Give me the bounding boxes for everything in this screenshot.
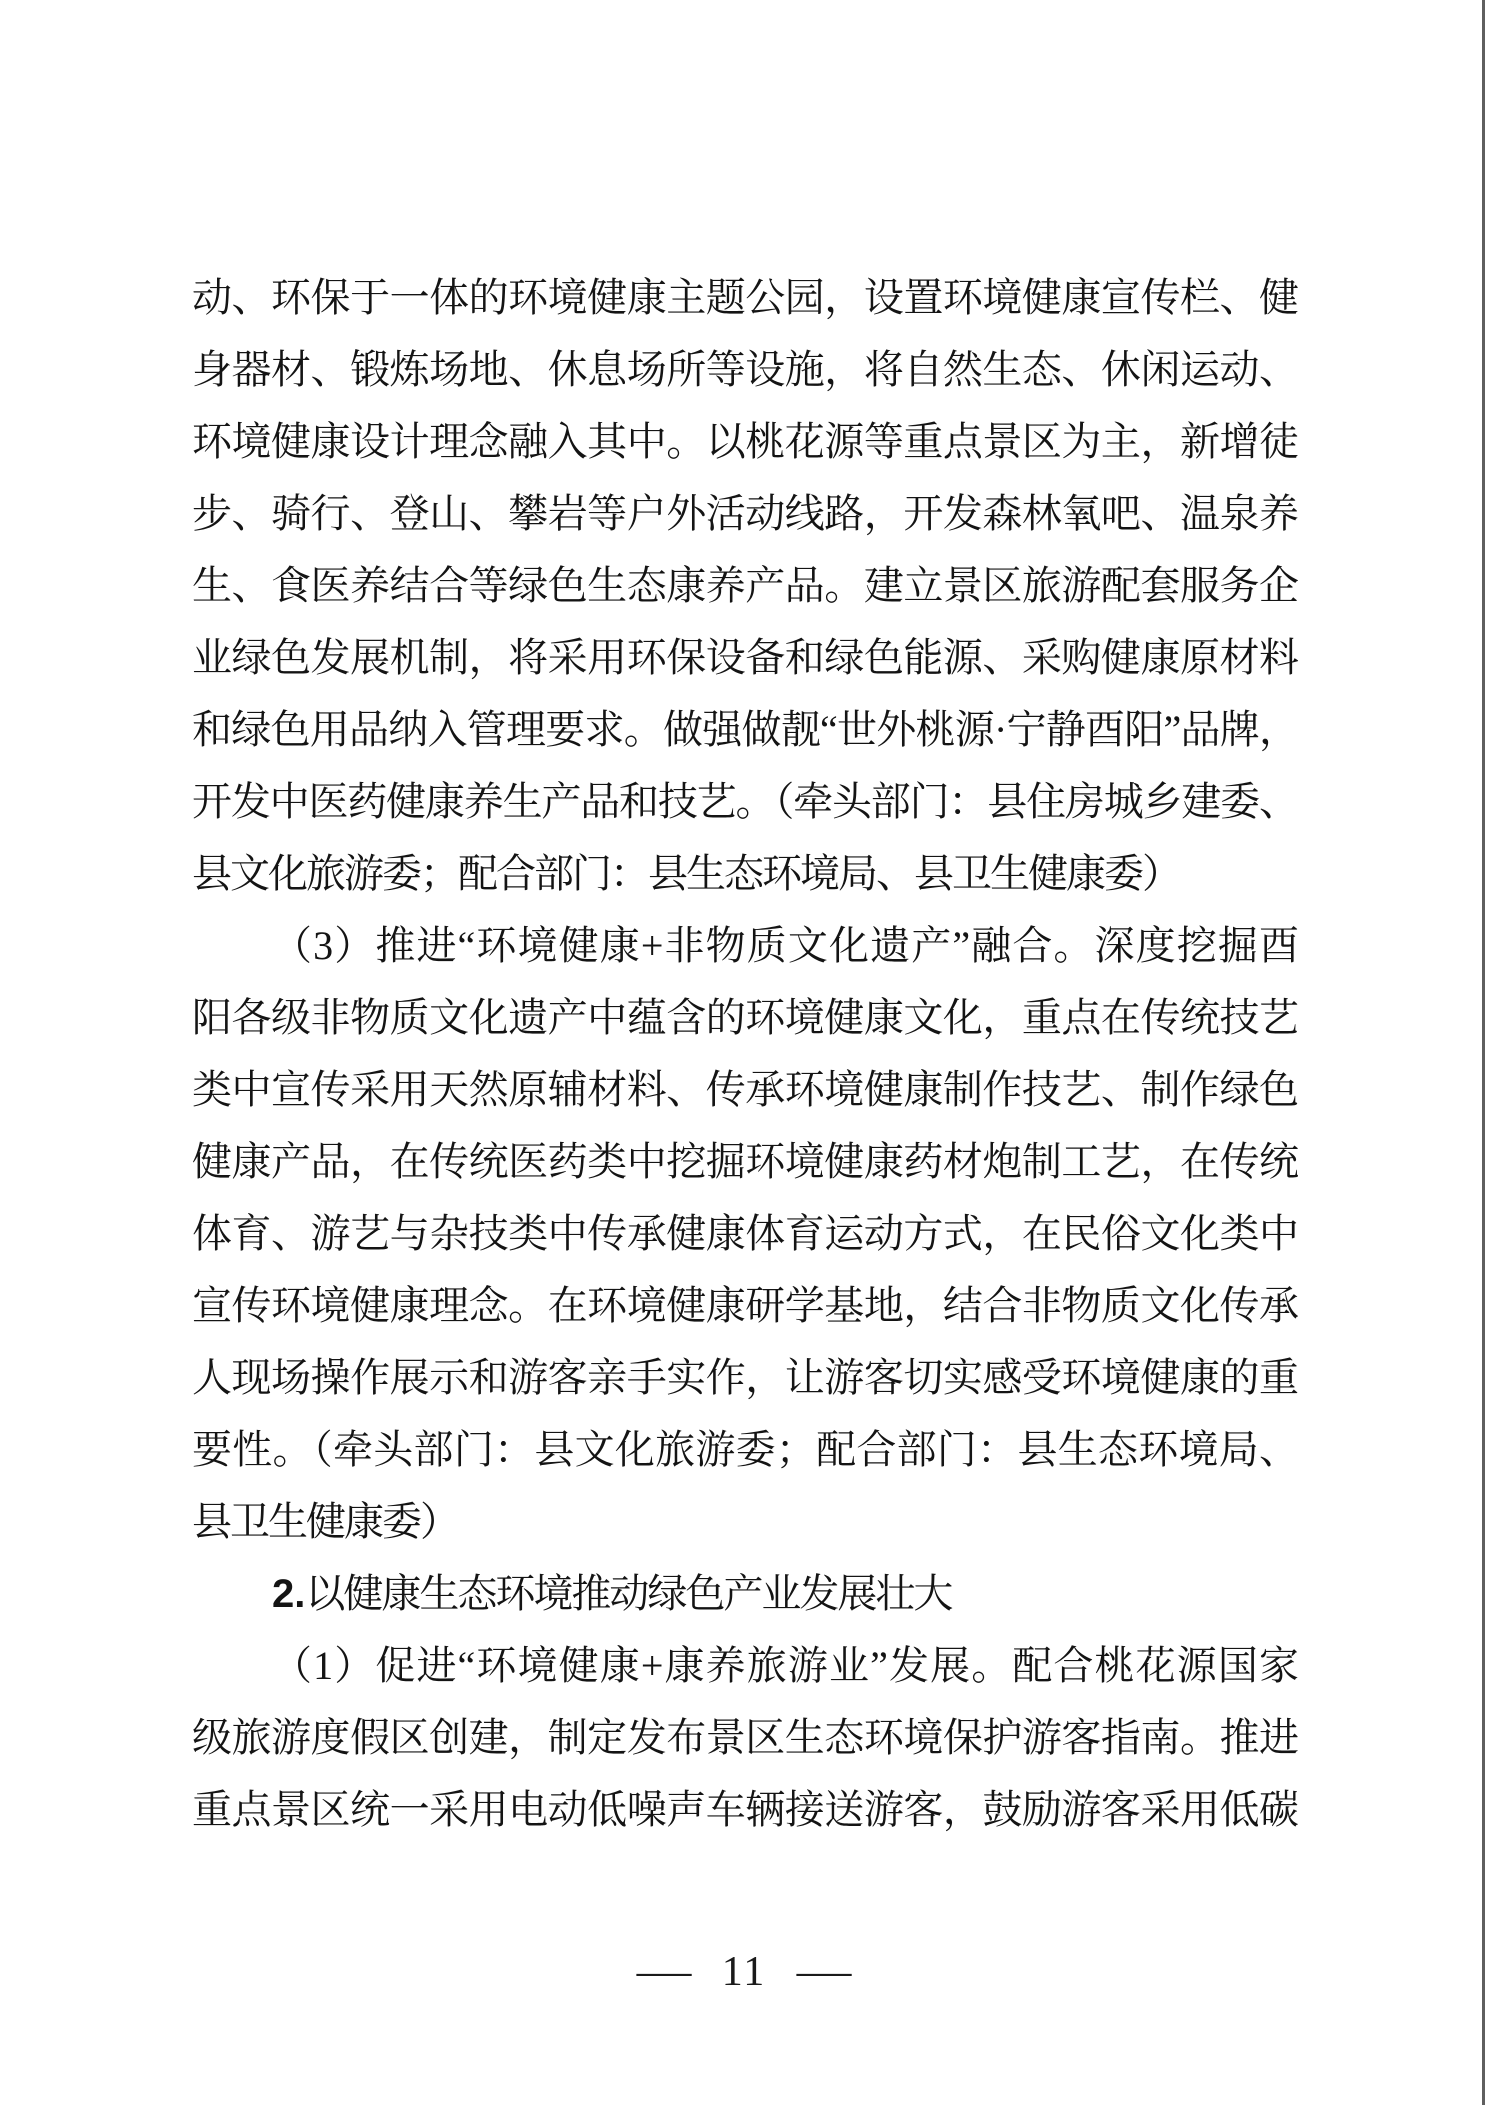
body-line: 开发中医药健康养生产品和技艺。（牵头部门：县住房城乡建委、 — [192, 779, 1297, 824]
heading-number: 2. — [272, 1572, 306, 1616]
page-footer — [0, 1944, 1488, 2000]
page-edge-line — [1482, 0, 1485, 2105]
footer-dash-right: — — [796, 1949, 852, 1995]
body-line: 环境健康设计理念融入其中。以桃花源等重点景区为主，新增徒 — [192, 419, 1297, 464]
paragraph-start-line: （1）促进“环境健康+康养旅游业”发展。配合桃花源国家 — [272, 1643, 1297, 1688]
page-number: 11 — [721, 1949, 767, 1995]
body-line: 类中宣传采用天然原辅材料、传承环境健康制作技艺、制作绿色 — [192, 1067, 1297, 1112]
document-body — [192, 262, 1297, 1846]
body-line: 步、骑行、登山、攀岩等户外活动线路，开发森林氧吧、温泉养 — [192, 491, 1297, 536]
body-line: 身器材、锻炼场地、休息场所等设施，将自然生态、休闲运动、 — [192, 347, 1297, 392]
body-line: 重点景区统一采用电动低噪声车辆接送游客，鼓励游客采用低碳 — [192, 1787, 1297, 1832]
body-line: 级旅游度假区创建，制定发布景区生态环境保护游客指南。推进 — [192, 1715, 1297, 1760]
body-line: 要性。（牵头部门：县文化旅游委；配合部门：县生态环境局、 — [192, 1427, 1297, 1472]
body-line: 宣传环境健康理念。在环境健康研学基地，结合非物质文化传承 — [192, 1283, 1297, 1328]
section-heading: 2.以健康生态环境推动绿色产业发展壮大 — [272, 1571, 952, 1616]
body-line: 体育、游艺与杂技类中传承健康体育运动方式，在民俗文化类中 — [192, 1211, 1297, 1256]
paragraph-end-line: 县文化旅游委；配合部门：县生态环境局、县卫生健康委） — [192, 851, 1180, 896]
paragraph-start-line: （3）推进“环境健康+非物质文化遗产”融合。深度挖掘酉 — [272, 923, 1297, 968]
body-line: 生、食医养结合等绿色生态康养产品。建立景区旅游配套服务企 — [192, 563, 1297, 608]
body-line: 人现场操作展示和游客亲手实作，让游客切实感受环境健康的重 — [192, 1355, 1297, 1400]
body-line: 健康产品，在传统医药类中挖掘环境健康药材炮制工艺，在传统 — [192, 1139, 1297, 1184]
paragraph-end-line: 县卫生健康委） — [192, 1499, 458, 1544]
body-line: 阳各级非物质文化遗产中蕴含的环境健康文化，重点在传统技艺 — [192, 995, 1297, 1040]
body-line: 和绿色用品纳入管理要求。做强做靓“世外桃源·宁静酉阳”品牌， — [192, 707, 1297, 752]
body-line: 动、环保于一体的环境健康主题公园，设置环境健康宣传栏、健 — [192, 275, 1297, 320]
body-line: 业绿色发展机制，将采用环保设备和绿色能源、采购健康原材料 — [192, 635, 1297, 680]
footer-dash-left: — — [636, 1949, 692, 1995]
